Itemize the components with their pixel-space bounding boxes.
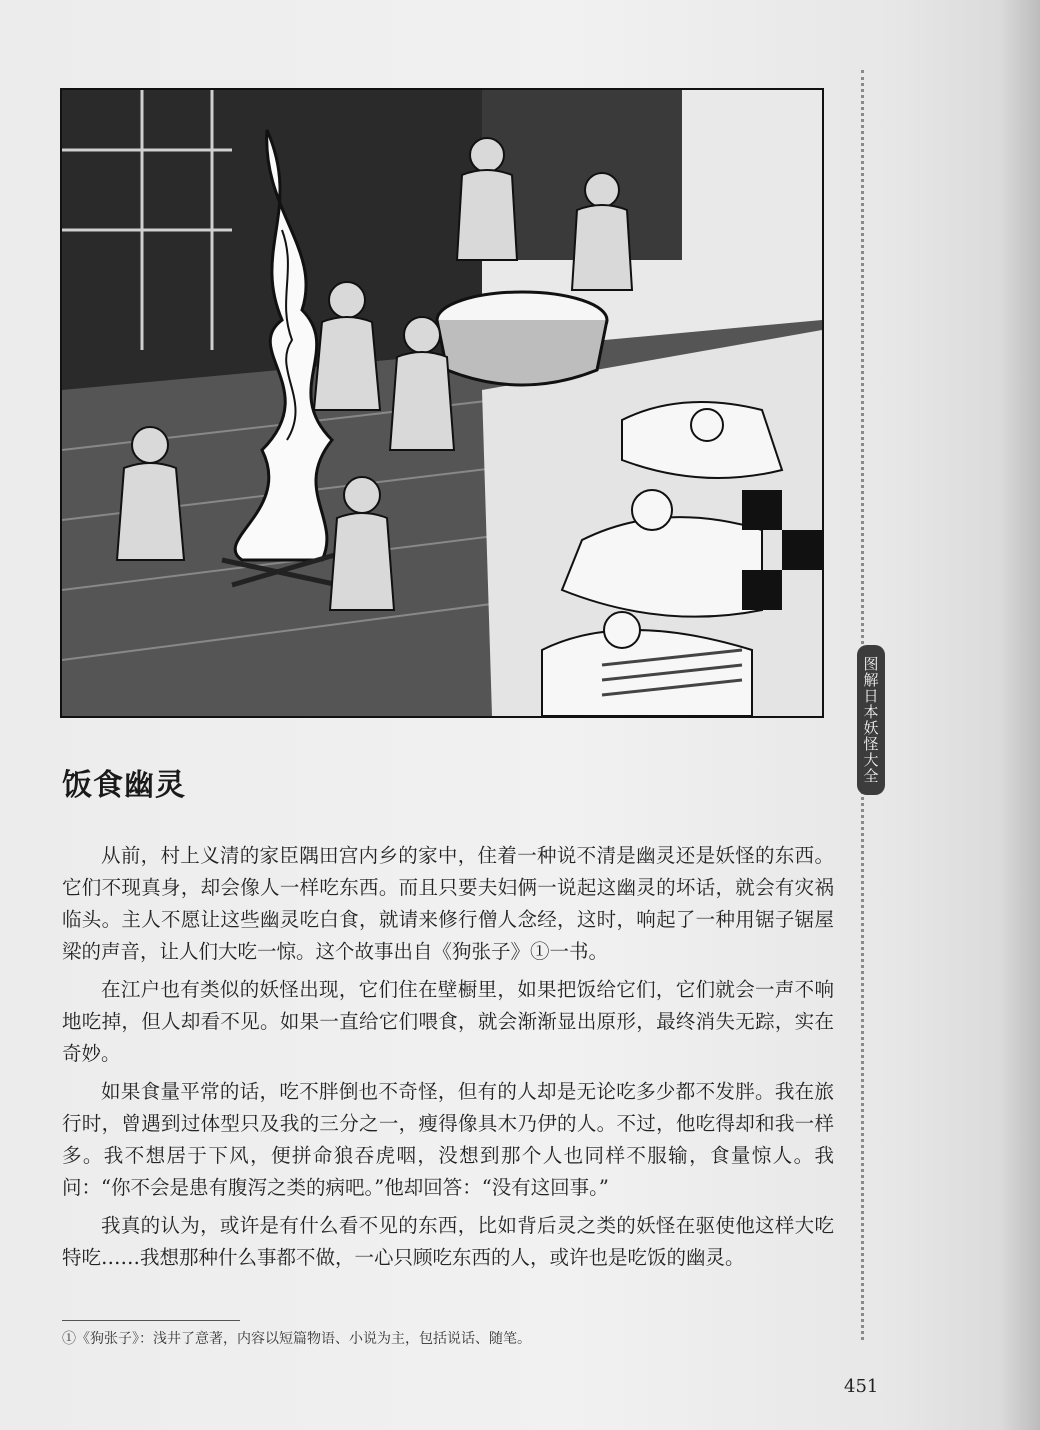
footnote-divider bbox=[62, 1320, 240, 1321]
page-number: 451 bbox=[844, 1376, 879, 1397]
section-title: 饭食幽灵 bbox=[62, 768, 186, 803]
gutter-shadow bbox=[1000, 0, 1040, 1430]
footnote: ①《狗张子》：浅井了意著，内容以短篇物语、小说为主，包括说话、随笔。 bbox=[62, 1331, 531, 1347]
body-text bbox=[62, 840, 834, 1280]
paragraph: 我真的认为，或许是有什么看不见的东西，比如背后灵之类的妖怪在驱使他这样大吃特吃……我想那种什么事都不做，一心只顾吃东西的人，或许也是吃饭的幽灵。 bbox=[62, 1214, 834, 1269]
paragraph: 在江户也有类似的妖怪出现，它们住在壁橱里，如果把饭给它们，它们就会一声不响地吃掉，但人却看不见。如果一直给它们喂食，就会渐渐显出原形，最终消失无踪，实在奇妙。 bbox=[62, 978, 834, 1065]
ghost-illustration bbox=[60, 88, 824, 718]
paragraph: 从前，村上义清的家臣隅田宫内乡的家中，住着一种说不清是幽灵还是妖怪的东西。它们不现真身，却会像人一样吃东西。而且只要夫妇俩一说起这幽灵的坏话，就会有灾祸临头。主人不愿让这些幽灵吃白食，就请来修行僧人念经，这时，响起了一种用锯子锯屋梁的声音，让人们大吃一惊。这个故事出自《狗张子》①一书。 bbox=[62, 844, 834, 963]
book-title-tab: 图解日本妖怪大全 bbox=[857, 645, 885, 795]
paragraph: 如果食量平常的话，吃不胖倒也不奇怪，但有的人却是无论吃多少都不发胖。我在旅行时，曾遇到过体型只及我的三分之一，瘦得像具木乃伊的人。不过，他吃得却和我一样多。我不想居于下风，便拼命狼吞虎咽，没想到那个人也同样不服输，食量惊人。我问：“你不会是患有腹泻之类的病吧。”他却回答：“没有这回事。” bbox=[62, 1080, 834, 1199]
